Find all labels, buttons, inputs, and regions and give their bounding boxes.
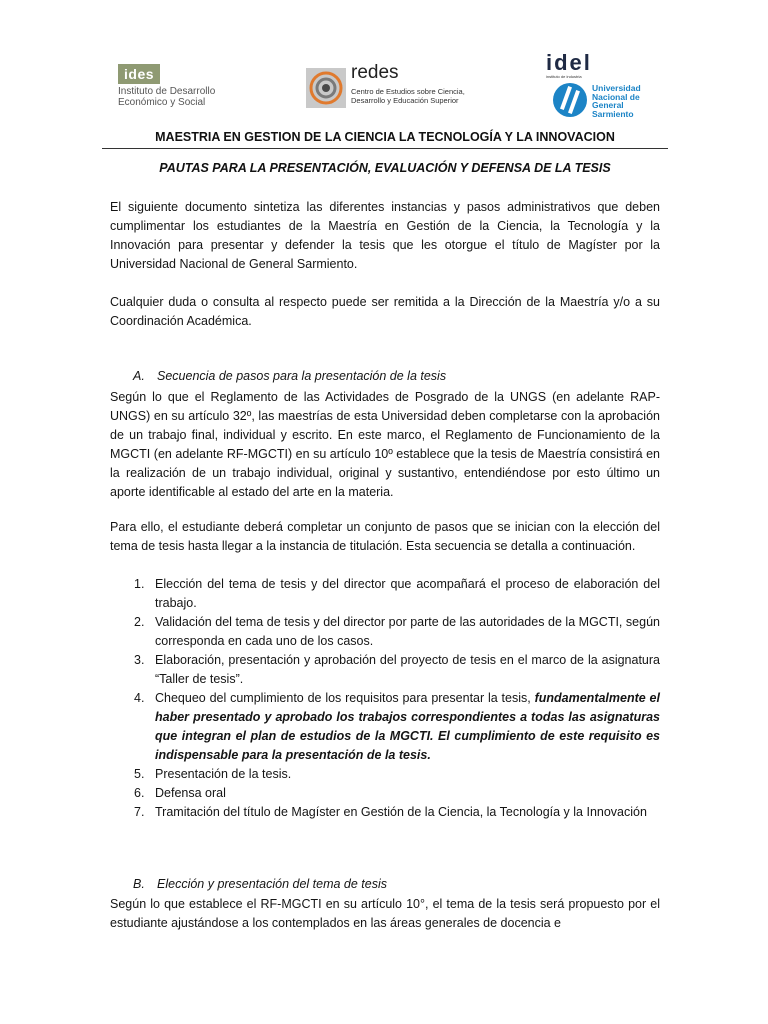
document-title: PAUTAS PARA LA PRESENTACIÓN, EVALUACIÓN Y DEFENSA DE LA TESIS: [159, 161, 611, 175]
ungs-logo-line3: General: [592, 100, 624, 110]
list-item-text: Validación del tema de tesis y del director por parte de las autoridades de la MGCTI, según corresponda en cada uno de los casos.: [155, 615, 660, 648]
section-a-paragraph-2: Para ello, el estudiante deberá completar un conjunto de pasos que se inician con la elección del tema de tesis hasta llegar a la instancia de titulación. Esta secuencia se detalla a continuación.: [110, 520, 660, 553]
list-item-text: Elaboración, presentación y aprobación del proyecto de tesis en el marco de la asignatura “Taller de tesis”.: [155, 653, 660, 686]
section-a-paragraph-1: Según lo que el Reglamento de las Actividades de Posgrado de la UNGS (en adelante RAP-UNGS) en su artículo 32º, las maestrías de esta Universidad deben completarse con la aprobación de un trabajo final, individual y escrito. En este marco, el Reglamento de Funcionamiento de la MGCTI (en adelante RF-MGCTI) en su artículo 10º establece que la tesis de Maestría consistirá en la realización de un trabajo individual, original y sustantivo, entendiéndose por esto último un aporte identificable al estado del arte en la materia.: [110, 390, 660, 499]
ungs-logo-caption: [592, 84, 641, 118]
list-item-number: 7.: [134, 805, 145, 819]
redes-logo-caption: [351, 87, 465, 105]
ungs-logo: [552, 82, 662, 122]
list-item-text: Elección del tema de tesis y del director que acompañará el proceso de elaboración del trabajo.: [155, 577, 660, 610]
master-program-title: MAESTRIA EN GESTION DE LA CIENCIA LA TECNOLOGÍA Y LA INNOVACION: [155, 130, 615, 144]
idel-logo-name: idel: [546, 50, 592, 75]
section-b-heading: [133, 877, 387, 891]
intro-paragraph-2: Cualquier duda o consulta al respecto puede ser remitida a la Dirección de la Maestría y/o a su Coordinación Académica.: [110, 295, 660, 328]
list-item-text: Chequeo del cumplimiento de los requisitos para presentar la tesis,: [155, 691, 531, 705]
section-b-title: Elección y presentación del tema de tesis: [157, 877, 387, 891]
list-item-emphasis: fundamentalmente el haber presentado y aprobado los trabajos correspondientes a todas las asignaturas que integran el plan de estudios de la MGCTI. El cumplimiento de este requisito es indispensable para la presentación de la tesis.: [155, 691, 660, 762]
ungs-logo-line4: Sarmiento: [592, 108, 634, 119]
list-item-number: 4.: [134, 691, 145, 705]
list-item-number: 1.: [134, 577, 145, 591]
list-item: [110, 784, 660, 803]
list-item-number: 6.: [134, 786, 145, 800]
list-item-number: 2.: [134, 615, 145, 629]
section-a-title: Secuencia de pasos para la presentación de la tesis: [157, 369, 447, 383]
list-item-text: Presentación de la tesis.: [155, 767, 292, 781]
ides-logo-line1: Instituto de Desarrollo: [118, 86, 216, 97]
idel-logo-caption: instituto de industria: [546, 74, 582, 79]
intro-paragraph-1: El siguiente documento sintetiza las diferentes instancias y pasos administrativos que deben cumplimentar los estudiantes de la Maestría en Gestión de la Ciencia, la Tecnología y la Innovación para presentar y defender la tesis que les otorgue el título de Magíster por la Universidad Nacional de General Sarmiento.: [110, 200, 660, 271]
list-item: [110, 575, 660, 613]
section-b-paragraph-1: Según lo que establece el RF-MGCTI en su artículo 10°, el tema de la tesis será propuesto por el estudiante ajustándose a los contemplados en las áreas generales de docencia e: [110, 897, 660, 930]
list-item: [110, 613, 660, 651]
idel-logo: [546, 52, 606, 80]
list-item-text: Tramitación del título de Magíster en Gestión de la Ciencia, la Tecnología y la Innovación: [155, 805, 647, 819]
ungs-logo-line1: Universidad: [592, 83, 641, 93]
steps-list: [110, 575, 660, 822]
list-item: [110, 803, 660, 822]
list-item-text: Defensa oral: [155, 786, 226, 800]
header-divider: [102, 148, 668, 149]
section-a-letter: A.: [133, 369, 145, 383]
ungs-logo-line2: Nacional de: [592, 91, 640, 102]
list-item: [110, 651, 660, 689]
list-item: [110, 765, 660, 784]
redes-logo-name: redes: [351, 62, 399, 83]
section-b-letter: B.: [133, 877, 145, 891]
ides-logo-caption: [118, 86, 258, 108]
ungs-emblem-icon: [552, 82, 588, 118]
redes-emblem-icon: [306, 68, 346, 108]
ides-logo-line2: Económico y Social: [118, 97, 206, 108]
list-item-number: 3.: [134, 653, 145, 667]
redes-logo-line2: Desarrollo y Educación Superior: [351, 96, 459, 105]
ides-logo: [118, 64, 258, 108]
section-a-heading: [133, 369, 446, 383]
redes-logo: [306, 62, 496, 108]
redes-logo-line1: Centro de Estudios sobre Ciencia,: [351, 87, 465, 96]
list-item: [110, 689, 660, 765]
list-item-number: 5.: [134, 767, 145, 781]
ides-logo-mark: ides: [118, 64, 160, 84]
